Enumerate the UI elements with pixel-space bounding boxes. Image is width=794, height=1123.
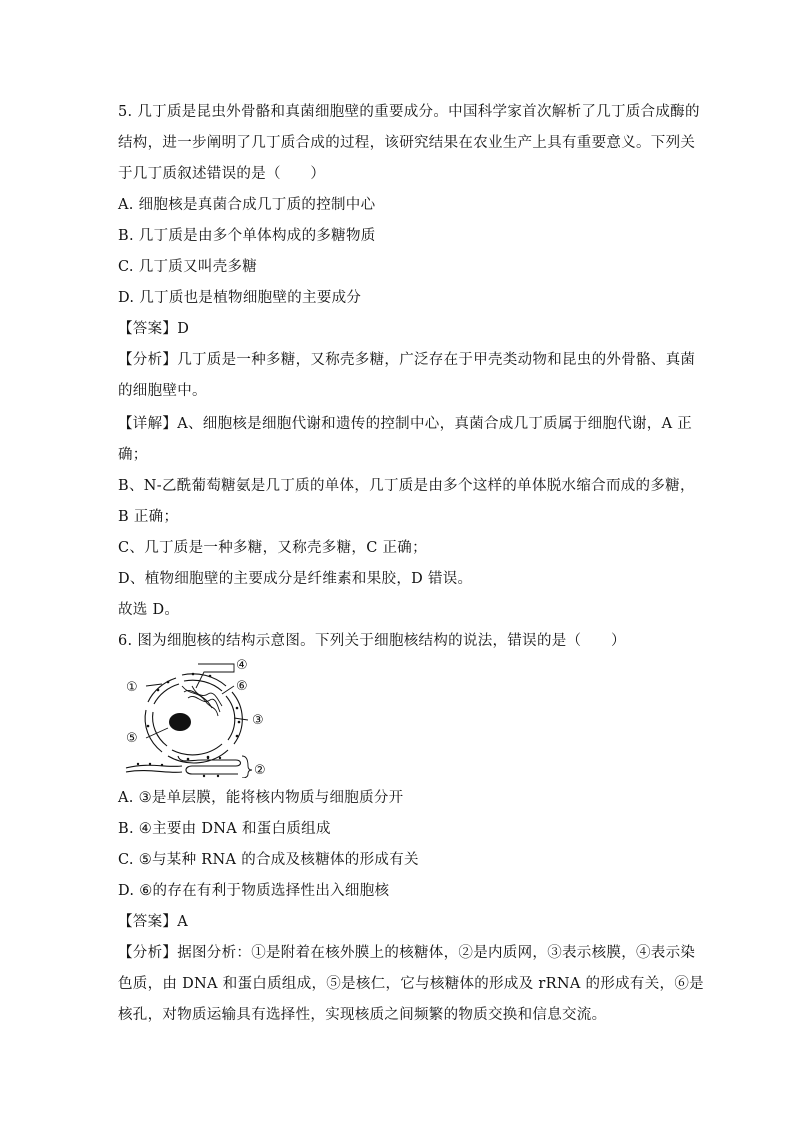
label-5: ⑤ bbox=[126, 731, 138, 746]
q5-conclusion: 故选 D。 bbox=[118, 602, 180, 618]
q5-option-c: C. 几丁质又叫壳多糖 bbox=[118, 259, 258, 275]
nuclear-envelope bbox=[145, 674, 242, 763]
q5-detail-line-4: B 正确； bbox=[118, 509, 179, 525]
q6-option-d: D. ⑥的存在有利于物质选择性出入细胞核 bbox=[118, 883, 390, 899]
q5-option-b: B. 几丁质是由多个单体构成的多糖物质 bbox=[118, 228, 376, 244]
q6-answer: 【答案】A bbox=[118, 914, 188, 930]
q5-detail-line-3: B、N-乙酰葡萄糖氨是几丁质的单体，几丁质是由多个这样的单体脱水缩合而成的多糖， bbox=[118, 478, 695, 494]
label-3: ③ bbox=[252, 713, 264, 728]
q5-answer: 【答案】D bbox=[118, 321, 190, 337]
nucleolus bbox=[169, 713, 191, 731]
nucleus-diagram bbox=[118, 656, 278, 778]
q5-stem-line-2: 结构，进一步阐明了几丁质合成的过程，该研究结果在农业生产上具有重要意义。下列关 bbox=[118, 135, 696, 151]
label-6: ⑥ bbox=[236, 679, 248, 694]
q6-analysis-line-1: 【分析】据图分析：①是附着在核外膜上的核糖体，②是内质网，③表示核膜，④表示染 bbox=[118, 945, 696, 961]
label-2: ② bbox=[254, 763, 266, 778]
q6-analysis-line-2: 色质，由 DNA 和蛋白质组成，⑤是核仁，它与核糖体的形成及 rRNA 的形成有关，⑥是 bbox=[118, 976, 704, 992]
q5-stem-line-3: 于几丁质叙述错误的是（ ） bbox=[118, 166, 326, 182]
q6-option-b: B. ④主要由 DNA 和蛋白质组成 bbox=[118, 821, 331, 837]
q6-analysis-line-3: 核孔，对物质运输具有选择性，实现核质之间频繁的物质交换和信息交流。 bbox=[118, 1007, 607, 1023]
q5-option-d: D. 几丁质也是植物细胞壁的主要成分 bbox=[118, 290, 362, 306]
label-1: ① bbox=[126, 680, 138, 695]
q5-analysis-line-1: 【分析】几丁质是一种多糖，又称壳多糖，广泛存在于甲壳类动物和昆虫的外骨骼、真菌 bbox=[118, 352, 696, 368]
q5-detail-line-2: 确； bbox=[118, 447, 148, 463]
q5-option-a: A. 细胞核是真菌合成几丁质的控制中心 bbox=[118, 197, 376, 213]
q6-option-a: A. ③是单层膜，能将核内物质与细胞质分开 bbox=[118, 790, 404, 806]
q5-detail-line-1: 【详解】A、细胞核是细胞代谢和遗传的控制中心，真菌合成几丁质属于细胞代谢，A 正 bbox=[118, 416, 693, 432]
q5-detail-line-6: D、植物细胞壁的主要成分是纤维素和果胶，D 错误。 bbox=[118, 571, 473, 587]
endoplasmic-reticulum bbox=[126, 756, 241, 774]
chromatin bbox=[182, 686, 222, 716]
label-4: ④ bbox=[236, 658, 248, 673]
q6-option-c: C. ⑤与某种 RNA 的合成及核糖体的形成有关 bbox=[118, 852, 419, 868]
q5-analysis-line-2: 的细胞壁中。 bbox=[118, 383, 207, 399]
q6-stem: 6. 图为细胞核的结构示意图。下列关于细胞核结构的说法，错误的是（ ） bbox=[118, 633, 626, 649]
q5-stem-line-1: 5. 几丁质是昆虫外骨骼和真菌细胞壁的重要成分。中国科学家首次解析了几丁质合成酶的 bbox=[118, 104, 700, 120]
q5-detail-line-5: C、几丁质是一种多糖，又称壳多糖，C 正确； bbox=[118, 540, 427, 556]
